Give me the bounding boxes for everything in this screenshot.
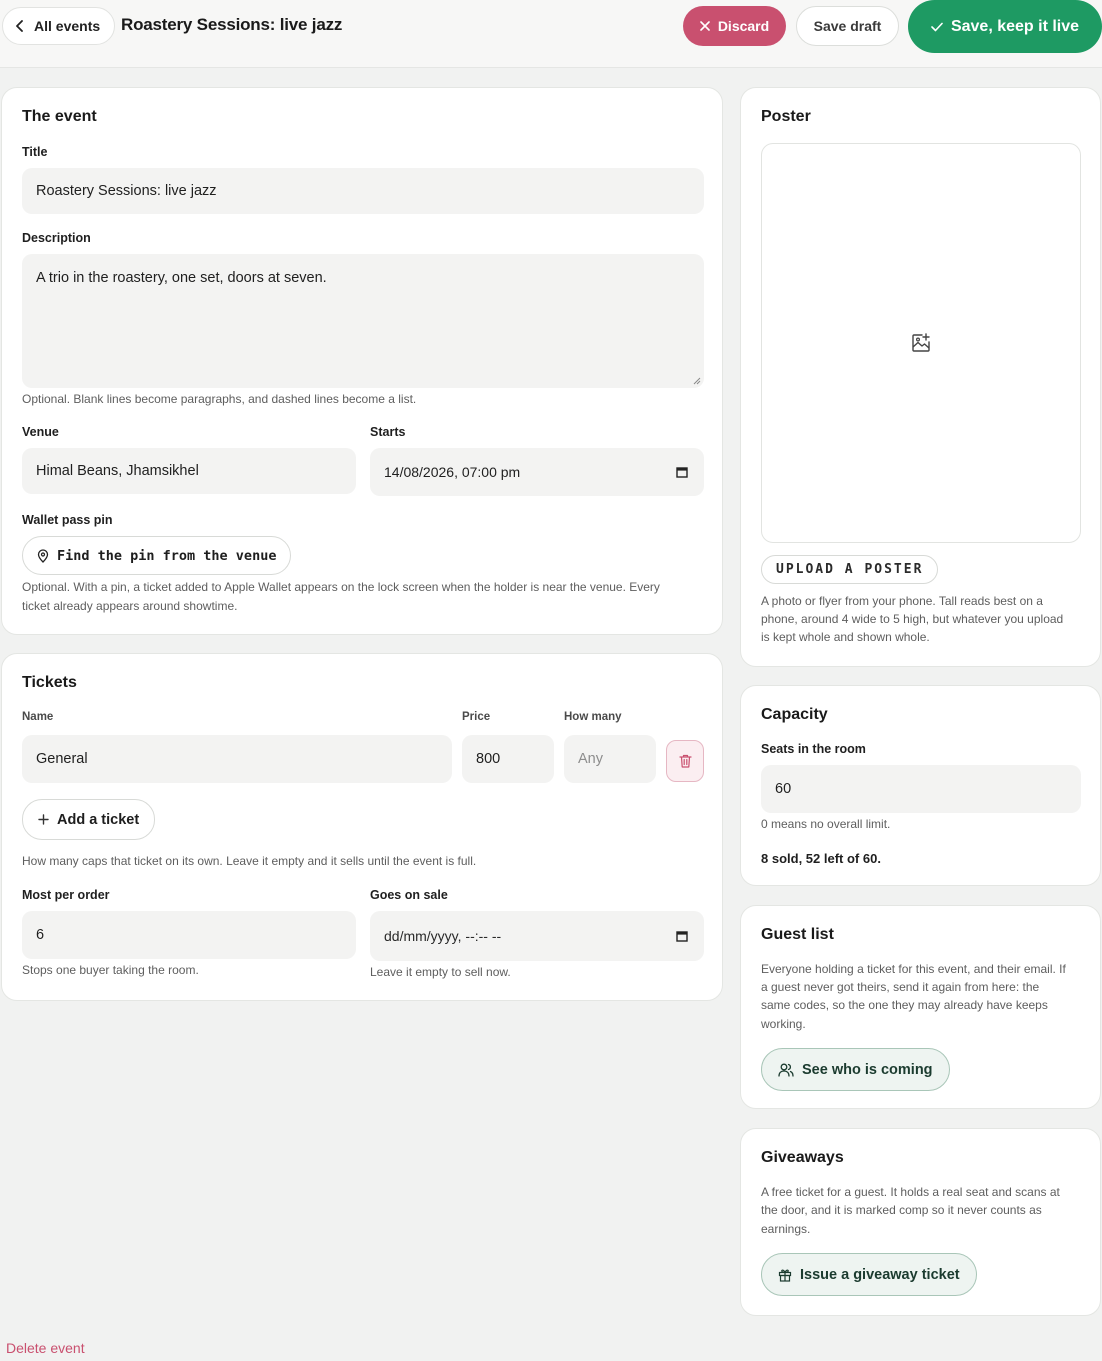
seats-input[interactable] xyxy=(761,765,1081,813)
goes-on-sale-placeholder: dd/mm/yyyy, --:-- -- xyxy=(384,928,502,944)
guest-list-hint-line-1: Everyone holding a ticket for this event, and their email. If xyxy=(761,962,1066,976)
giveaways-hint-line-2: the door, and it is marked comp so it never counts as xyxy=(761,1203,1042,1217)
capacity-card xyxy=(740,685,1101,886)
find-pin-label: Find the pin from the venue xyxy=(57,547,277,564)
goes-on-sale-hint: Leave it empty to sell now. xyxy=(370,965,511,979)
add-ticket-button[interactable] xyxy=(22,799,155,840)
starts-datetime-input[interactable] xyxy=(370,448,704,496)
back-label: All events xyxy=(34,18,101,34)
tickets-card xyxy=(1,653,723,1001)
poster-hint-line-1: A photo or flyer from your phone. Tall reads best on a xyxy=(761,594,1043,608)
ticket-name-column-label: Name xyxy=(22,711,54,723)
description-hint: Optional. Blank lines become paragraphs, and dashed lines become a list. xyxy=(22,392,417,406)
gift-icon xyxy=(778,1268,792,1282)
description-textarea[interactable] xyxy=(22,254,704,388)
venue-value: Himal Beans, Jhamsikhel xyxy=(36,463,199,479)
map-pin-icon xyxy=(37,549,49,563)
most-per-order-label: Most per order xyxy=(22,888,110,902)
description-label: Description xyxy=(22,231,91,245)
find-pin-button[interactable] xyxy=(22,536,291,575)
issue-giveaway-ticket-button[interactable] xyxy=(761,1253,977,1296)
issue-giveaway-ticket-label: Issue a giveaway ticket xyxy=(800,1266,960,1283)
starts-value: 14/08/2026, 07:00 pm xyxy=(384,464,521,480)
delete-ticket-button[interactable] xyxy=(666,740,704,782)
ticket-how-many-input[interactable] xyxy=(564,735,656,783)
plus-icon xyxy=(38,814,49,825)
users-icon xyxy=(778,1063,794,1077)
giveaways-heading: Giveaways xyxy=(761,1149,844,1166)
ticket-caps-hint: How many caps that ticket on its own. Leave it empty and it sells until the event is full. xyxy=(22,854,477,868)
goes-on-sale-label: Goes on sale xyxy=(370,888,448,902)
delete-event-link[interactable]: Delete event xyxy=(6,1340,85,1356)
most-per-order-value: 6 xyxy=(36,927,45,943)
poster-hint-line-3: is kept whole and shown whole. xyxy=(761,630,930,644)
add-ticket-label: Add a ticket xyxy=(57,811,140,828)
guest-list-hint-line-4: working. xyxy=(761,1017,806,1031)
capacity-heading: Capacity xyxy=(761,706,828,723)
save-keep-live-label: Save, keep it live xyxy=(950,17,1080,35)
save-draft-button[interactable] xyxy=(796,6,899,46)
save-draft-label: Save draft xyxy=(813,18,882,34)
ticket-price-column-label: Price xyxy=(462,711,491,723)
giveaways-card xyxy=(740,1128,1101,1316)
description-value: A trio in the roastery, one set, doors at seven. xyxy=(36,270,327,286)
trash-icon xyxy=(679,754,692,768)
event-card xyxy=(1,87,723,635)
calendar-icon[interactable] xyxy=(676,466,688,478)
guest-list-hint-line-3: same codes, so the one they may already have keeps xyxy=(761,998,1048,1012)
ticket-price-input[interactable] xyxy=(462,735,554,783)
guest-list-heading: Guest list xyxy=(761,926,834,943)
check-icon xyxy=(931,22,943,32)
most-per-order-hint: Stops one buyer taking the room. xyxy=(22,963,199,977)
giveaways-hint-line-1: A free ticket for a guest. It holds a real seat and scans at xyxy=(761,1185,1060,1199)
title-label: Title xyxy=(22,145,48,159)
see-who-is-coming-button[interactable] xyxy=(761,1048,950,1091)
title-input[interactable] xyxy=(22,168,704,214)
ticket-name-input[interactable] xyxy=(22,735,452,783)
seats-value: 60 xyxy=(775,781,792,797)
tickets-heading: Tickets xyxy=(22,674,77,691)
page-title: Roastery Sessions: live jazz xyxy=(121,15,343,34)
see-who-is-coming-label: See who is coming xyxy=(802,1061,933,1078)
resize-handle-icon[interactable] xyxy=(693,377,701,385)
upload-poster-button[interactable] xyxy=(761,555,938,584)
close-icon xyxy=(700,21,710,31)
capacity-status: 8 sold, 52 left of 60. xyxy=(761,851,881,866)
capacity-hint: 0 means no overall limit. xyxy=(761,817,891,831)
ticket-price-value: 800 xyxy=(476,751,501,767)
wallet-hint-line-1: Optional. With a pin, a ticket added to Apple Wallet appears on the lock screen when the holder is near the venue. Every xyxy=(22,580,660,594)
ticket-how-many-placeholder: Any xyxy=(578,751,603,767)
venue-input[interactable] xyxy=(22,448,356,494)
image-add-icon xyxy=(911,333,931,353)
giveaways-hint-line-3: earnings. xyxy=(761,1222,811,1236)
poster-dropzone[interactable] xyxy=(761,143,1081,543)
seats-label: Seats in the room xyxy=(761,742,866,756)
title-value: Roastery Sessions: live jazz xyxy=(36,183,217,199)
poster-card xyxy=(740,87,1101,667)
ticket-name-value: General xyxy=(36,751,88,767)
starts-label: Starts xyxy=(370,425,406,439)
poster-heading: Poster xyxy=(761,108,811,125)
venue-label: Venue xyxy=(22,425,59,439)
save-keep-live-button[interactable] xyxy=(908,0,1102,53)
guest-list-hint-line-2: a guest never got theirs, send it again from here: the xyxy=(761,980,1040,994)
most-per-order-input[interactable] xyxy=(22,911,356,959)
wallet-pass-pin-label: Wallet pass pin xyxy=(22,513,113,527)
top-bar xyxy=(0,0,1102,68)
discard-button[interactable] xyxy=(683,6,786,46)
chevron-left-icon xyxy=(15,20,25,32)
guest-list-card xyxy=(740,905,1101,1109)
discard-label: Discard xyxy=(717,18,770,34)
poster-hint-line-2: phone, around 4 wide to 5 high, but whatever you upload xyxy=(761,612,1064,626)
back-to-all-events-button[interactable] xyxy=(2,7,115,45)
calendar-icon[interactable] xyxy=(676,930,688,942)
upload-poster-label: UPLOAD A POSTER xyxy=(776,562,924,577)
goes-on-sale-datetime-input[interactable] xyxy=(370,911,704,961)
ticket-how-many-column-label: How many xyxy=(564,711,622,723)
wallet-hint-line-2: ticket already appears around showtime. xyxy=(22,599,238,613)
event-heading: The event xyxy=(22,108,97,125)
